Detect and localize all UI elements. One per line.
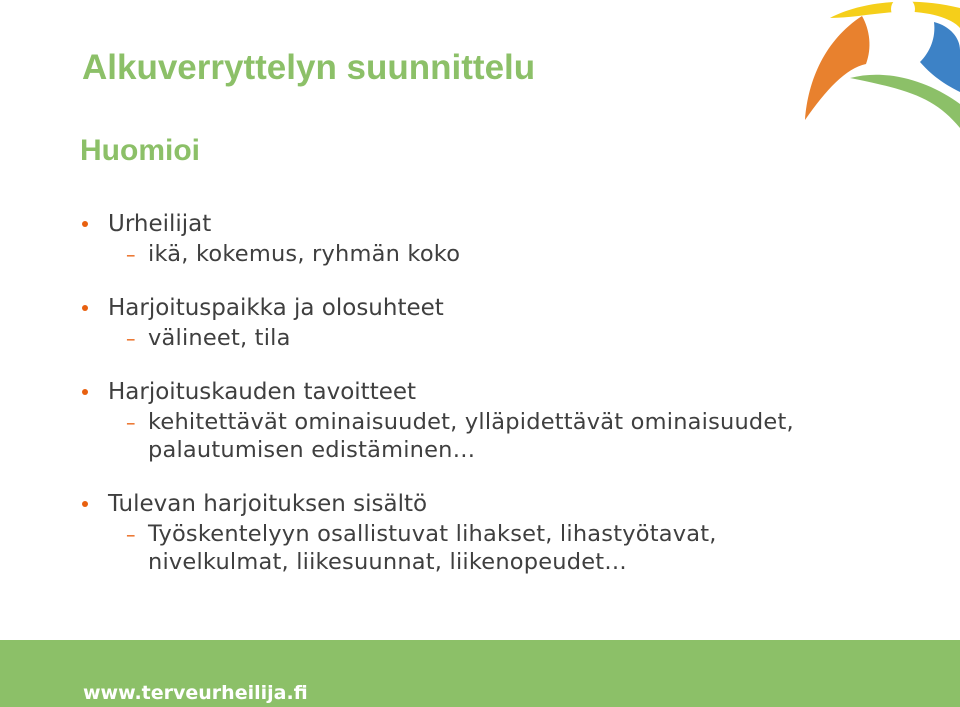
dash-marker: – [126, 412, 136, 434]
sub-bullet-text: ikä, kokemus, ryhmän koko [148, 241, 461, 267]
sub-bullet-text: kehitettävät ominaisuudet, ylläpidettävät ominaisuudet, palautumisen edistäminen… [148, 409, 794, 463]
footer-url[interactable]: www.terveurheilija.fi [83, 682, 308, 704]
sub-bullet [126, 324, 860, 352]
dash-marker: – [126, 328, 136, 350]
bullet-dot [82, 501, 88, 507]
bullet-dot [82, 305, 88, 311]
slide-title: Alkuverryttelyn suunnittelu [82, 48, 536, 87]
bullet-item-urheilijat [80, 208, 860, 268]
bullet-item-tavoitteet [80, 376, 860, 464]
sub-bullet [126, 408, 860, 464]
bullet-item-sisalto [80, 488, 860, 576]
sub-bullet [126, 520, 860, 576]
bullet-label: Tulevan harjoituksen sisältö [108, 491, 428, 517]
bullet-label: Urheilijat [108, 211, 212, 237]
sub-bullet [126, 240, 860, 268]
bullet-dot [82, 389, 88, 395]
sub-bullet-text: välineet, tila [148, 325, 291, 351]
dash-marker: – [126, 524, 136, 546]
bullet-label: Harjoituskauden tavoitteet [108, 379, 417, 405]
dash-marker: – [126, 244, 136, 266]
bullet-item-harjoituspaikka [80, 292, 860, 352]
bullet-label: Harjoituspaikka ja olosuhteet [108, 295, 444, 321]
bullet-list [80, 208, 860, 576]
slide-subtitle: Huomioi [80, 134, 200, 167]
sub-bullet-text: Työskentelyyn osallistuvat lihakset, lihastyötavat, nivelkulmat, liikesuunnat, liikenopeudet… [148, 521, 717, 575]
bullet-dot [82, 221, 88, 227]
terve-urheilija-logo [800, 0, 960, 135]
